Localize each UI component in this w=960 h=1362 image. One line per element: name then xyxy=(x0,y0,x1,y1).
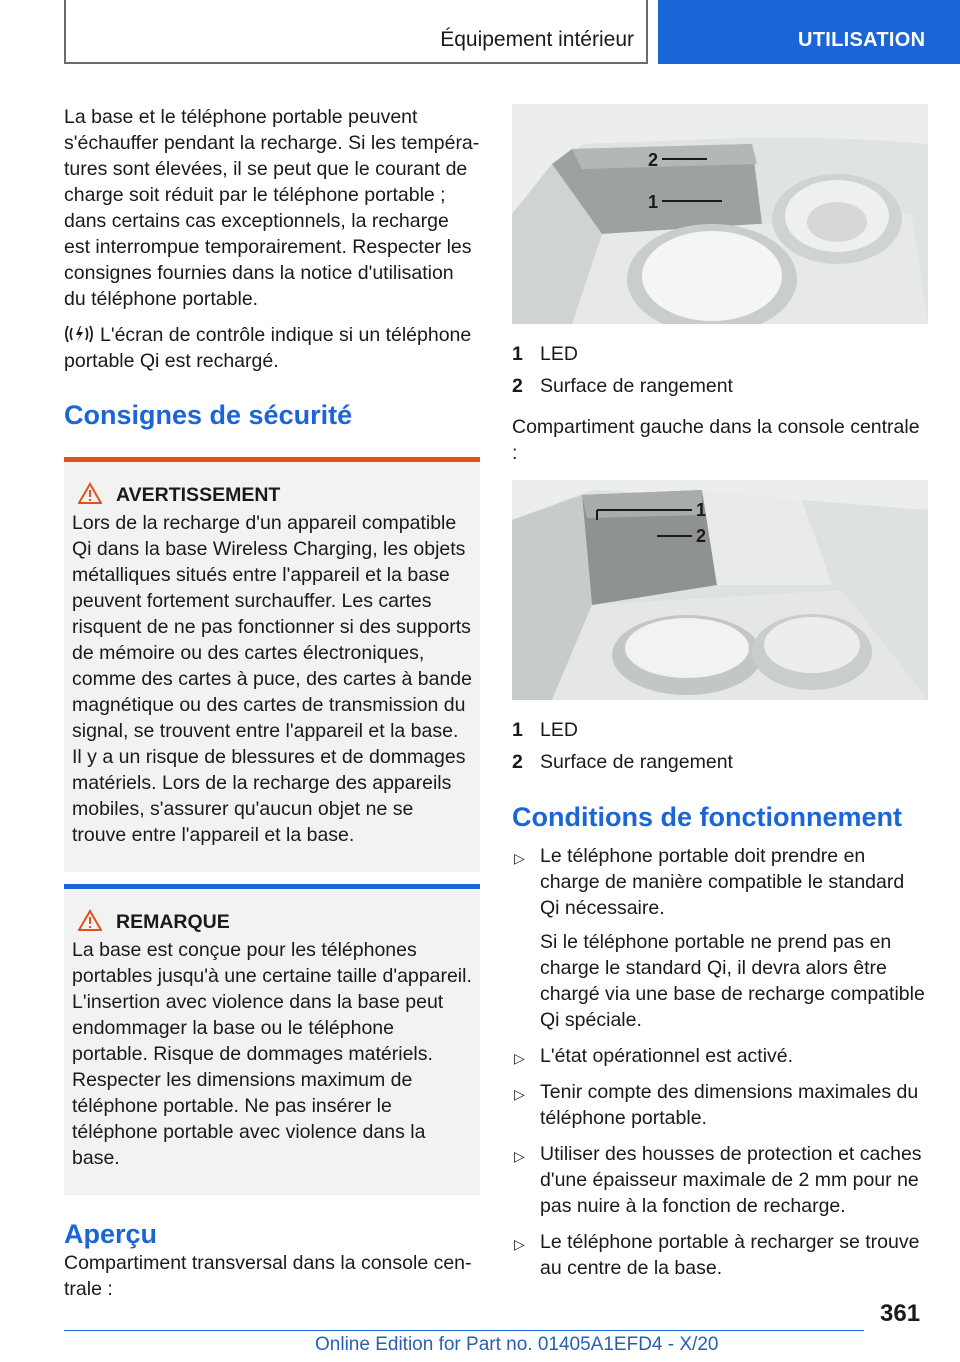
page-number: 361 xyxy=(880,1300,921,1327)
caption-left-compartment: Compartiment gauche dans la console centrale : xyxy=(512,416,920,464)
list-item xyxy=(512,1079,928,1131)
condition-text: Utiliser des housses de protection et caches d'une épaisseur maximale de 2 mm pour ne pas nuire à la fonction de recharge. xyxy=(540,1143,922,1217)
note-title: REMARQUE xyxy=(116,911,230,933)
warning-triangle-icon xyxy=(78,909,102,931)
photo2-label-top: 1 xyxy=(696,500,707,520)
list-item xyxy=(512,1229,928,1281)
warning-box xyxy=(64,457,480,872)
qi-status-paragraph xyxy=(64,322,480,374)
intro-paragraph: La base et le téléphone portable peuvent s'échauffer pendant la recharge. Si les températures sont élevées, il se peut que le courant de charge soit réduit par le téléphone portable ; dans certains cas exceptionnels, la recharge est interrompue temporairement. Respecter les consignes fournies dans la notice d'utilisation du téléphone portable. xyxy=(64,106,480,310)
left-column xyxy=(64,104,480,1302)
photo1-label-top: 2 xyxy=(648,150,659,170)
header-section-box xyxy=(64,0,648,64)
legend-item xyxy=(512,370,928,402)
header-chapter-title: UTILISATION xyxy=(798,29,926,51)
triangle-bullet-icon: ▷ xyxy=(514,850,525,866)
photo2-label-bottom: 2 xyxy=(696,526,707,546)
legend-item xyxy=(512,714,928,746)
triangle-bullet-icon: ▷ xyxy=(514,1148,525,1164)
wireless-charging-icon xyxy=(64,323,94,345)
header-chapter-tab[interactable] xyxy=(658,0,960,64)
right-column xyxy=(512,104,928,1291)
console-left-photo xyxy=(512,480,928,700)
legend-item xyxy=(512,746,928,778)
legend-number: 2 xyxy=(512,375,523,397)
photo1-label-bottom: 1 xyxy=(648,192,659,212)
triangle-bullet-icon: ▷ xyxy=(514,1086,525,1102)
legend-2 xyxy=(512,714,928,778)
condition-text: Le téléphone portable à recharger se trouve au centre de la base. xyxy=(540,1231,920,1279)
legend-item xyxy=(512,338,928,370)
heading-consignes: Consignes de sécurité xyxy=(64,400,353,430)
legend-number: 1 xyxy=(512,343,523,365)
header-section-title: Équipement intérieur xyxy=(440,28,634,51)
condition-subtext: Si le téléphone portable ne prend pas en charge le standard Qi, il devra alors être chargé via une base de recharge compatible Qi spéciale. xyxy=(540,931,925,1031)
legend-text: Surface de rangement xyxy=(540,375,733,397)
qi-status-text: L'écran de contrôle indique si un téléphone portable Qi est rechargé. xyxy=(64,324,472,372)
footer-divider xyxy=(64,1330,864,1331)
condition-text: Tenir compte des dimensions maximales du téléphone portable. xyxy=(540,1081,919,1129)
note-box xyxy=(64,884,480,1195)
triangle-bullet-icon: ▷ xyxy=(514,1050,525,1066)
warning-text: Lors de la recharge d'un appareil compatible Qi dans la base Wireless Charging, les objets métalliques situés entre l'appareil et la base peuvent fortement surchauffer. Les cartes risquent de ne pas fonctionner si des supports de mémoire ou des cartes électroniques, comme des cartes à puce, des cartes à bande magnétique ou des cartes de transmission du signal, se trouvent entre l'appareil et la base. Il y a un risque de blessures et de dommages matériels. Lors de la recharge des appareils mobiles, s'assurer qu'aucun objet ne se trouve entre l'appareil et la base. xyxy=(72,512,472,846)
heading-conditions: Conditions de fonctionnement xyxy=(512,802,902,832)
condition-text: Le téléphone portable doit prendre en charge de manière compatible le standard Qi nécessaire. xyxy=(540,845,905,919)
condition-text: L'état opérationnel est activé. xyxy=(540,1045,794,1067)
console-transversal-photo xyxy=(512,104,928,324)
list-item xyxy=(512,1141,928,1219)
heading-apercu: Aperçu xyxy=(64,1219,158,1249)
legend-1 xyxy=(512,338,928,402)
warning-title: AVERTISSEMENT xyxy=(116,484,281,506)
footer-edition: Online Edition for Part no. 01405A1EFD4 - X/20 xyxy=(315,1334,719,1355)
legend-text: Surface de rangement xyxy=(540,751,733,773)
legend-text: LED xyxy=(540,343,578,365)
legend-text: LED xyxy=(540,719,578,741)
list-item xyxy=(512,843,928,1033)
apercu-text: Compartiment transversal dans la console centrale : xyxy=(64,1252,472,1300)
warning-title-row xyxy=(72,482,472,508)
note-title-row xyxy=(72,909,472,935)
conditions-list xyxy=(512,843,928,1281)
note-text: La base est conçue pour les téléphones portables jusqu'à une certaine taille d'appareil. L'insertion avec violence dans la base peut endommager la base ou le téléphone portable. Risque de dommages matériels. Respecter les dimensions maximum de téléphone portable. Ne pas insérer le téléphone portable avec violence dans la base. xyxy=(72,939,472,1169)
legend-number: 2 xyxy=(512,751,523,773)
list-item xyxy=(512,1043,928,1069)
triangle-bullet-icon: ▷ xyxy=(514,1236,525,1252)
legend-number: 1 xyxy=(512,719,523,741)
warning-triangle-icon xyxy=(78,482,102,504)
